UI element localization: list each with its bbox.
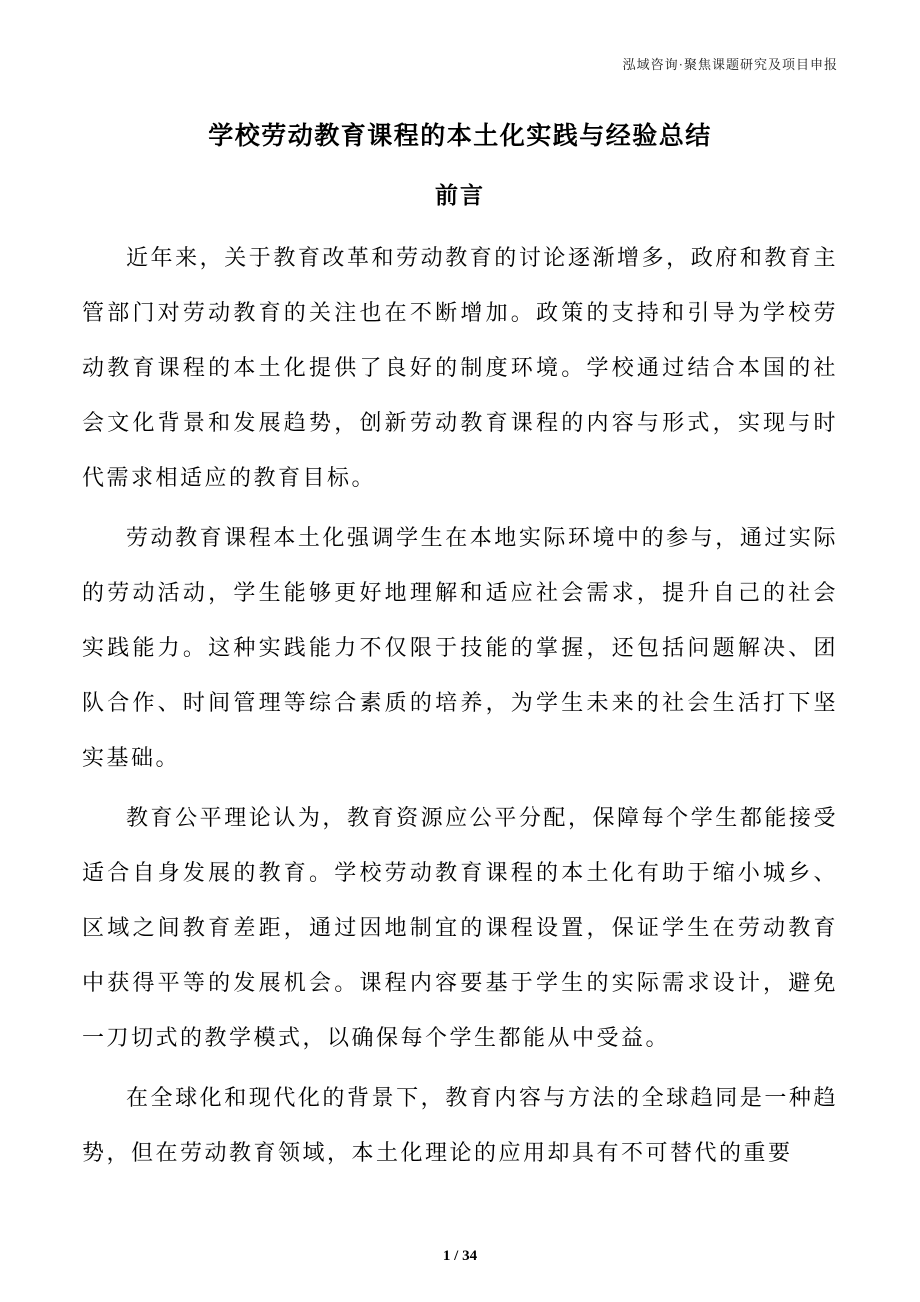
paragraph: 劳动教育课程本土化强调学生在本地实际环境中的参与，通过实际的劳动活动，学生能够更好地理解和适应社会需求，提升自己的社会实践能力。这种实践能力不仅限于技能的掌握，还包括问题解决、团队合作、时间管理等综合素质的培养，为学生未来的社会生活打下坚实基础。: [82, 525, 838, 770]
document-header: [82, 56, 838, 74]
document-footer: [0, 1248, 920, 1265]
page-title: 学校劳动教育课程的本土化实践与经验总结: [208, 123, 712, 150]
section-heading-preface: 前言: [435, 183, 485, 208]
paragraph: 在全球化和现代化的背景下，教育内容与方法的全球趋同是一种趋势，但在劳动教育领域，本土化理论的应用却具有不可替代的重要: [82, 1085, 838, 1165]
page-number: 1 / 34: [442, 1248, 478, 1264]
document-body: [82, 230, 838, 1180]
paragraph: 近年来，关于教育改革和劳动教育的讨论逐渐增多，政府和教育主管部门对劳动教育的关注也在不断增加。政策的支持和引导为学校劳动教育课程的本土化提供了良好的制度环境。学校通过结合本国的社会文化背景和发展趋势，创新劳动教育课程的内容与形式，实现与时代需求相适应的教育目标。: [82, 245, 838, 490]
header-brand-text: 泓域咨询·聚焦课题研究及项目申报: [622, 57, 838, 72]
paragraph: 教育公平理论认为，教育资源应公平分配，保障每个学生都能接受适合自身发展的教育。学校劳动教育课程的本土化有助于缩小城乡、区域之间教育差距，通过因地制宜的课程设置，保证学生在劳动教育中获得平等的发展机会。课程内容要基于学生的实际需求设计，避免一刀切式的教学模式，以确保每个学生都能从中受益。: [82, 805, 838, 1050]
